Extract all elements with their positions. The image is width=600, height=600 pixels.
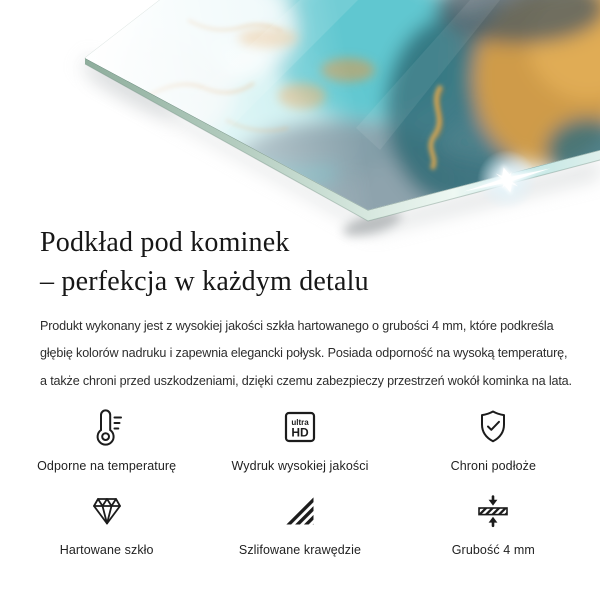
ultra-hd-badge-top: ultra: [291, 417, 309, 427]
feature-floor-protection: [397, 400, 590, 474]
feature-label: Grubość 4 mm: [451, 543, 535, 557]
page-title-line2: – perfekcja w każdym detalu: [40, 265, 369, 297]
marble-print: [0, 0, 600, 258]
feature-label: Wydruk wysokiej jakości: [231, 459, 369, 473]
feature-label: Odporne na temperaturę: [37, 459, 177, 473]
feature-print-quality: [203, 400, 396, 474]
page-title-line1: Podkład pod kominek: [40, 227, 290, 258]
ultra-hd-icon: [278, 400, 322, 454]
product-hero-image: [0, 0, 600, 258]
glass-panel: [0, 0, 600, 258]
shield-check-icon: [471, 400, 515, 454]
feature-label: Szlifowane krawędzie: [238, 543, 362, 557]
product-description: [40, 313, 572, 395]
features-grid: [10, 400, 590, 558]
hatched-edge-icon: [278, 484, 322, 538]
ultra-hd-badge-bottom: HD: [291, 425, 309, 440]
diamond-icon: [85, 484, 129, 538]
feature-polished-edges: [203, 484, 396, 558]
thermometer-icon: [85, 400, 129, 454]
thickness-arrows-icon: [471, 484, 515, 538]
description-line: Produkt wykonany jest z wysokiej jakości szkła hartowanego o grubości 4 mm, które podkreśla: [40, 319, 554, 333]
feature-heat-resistant: [10, 400, 203, 474]
page-title: [40, 224, 369, 301]
feature-label: Chroni podłoże: [450, 459, 537, 473]
feature-thickness: [397, 484, 590, 558]
feature-label: Hartowane szkło: [59, 543, 154, 557]
description-line: a także chroni przed uszkodzeniami, dzięki czemu zabezpieczy przestrzeń wokół kominka na lata.: [40, 373, 572, 388]
feature-tempered-glass: [10, 484, 203, 558]
description-line: głębię kolorów nadruku i zapewnia elegancki połysk. Posiada odporność na wysoką temperaturę,: [40, 346, 568, 361]
